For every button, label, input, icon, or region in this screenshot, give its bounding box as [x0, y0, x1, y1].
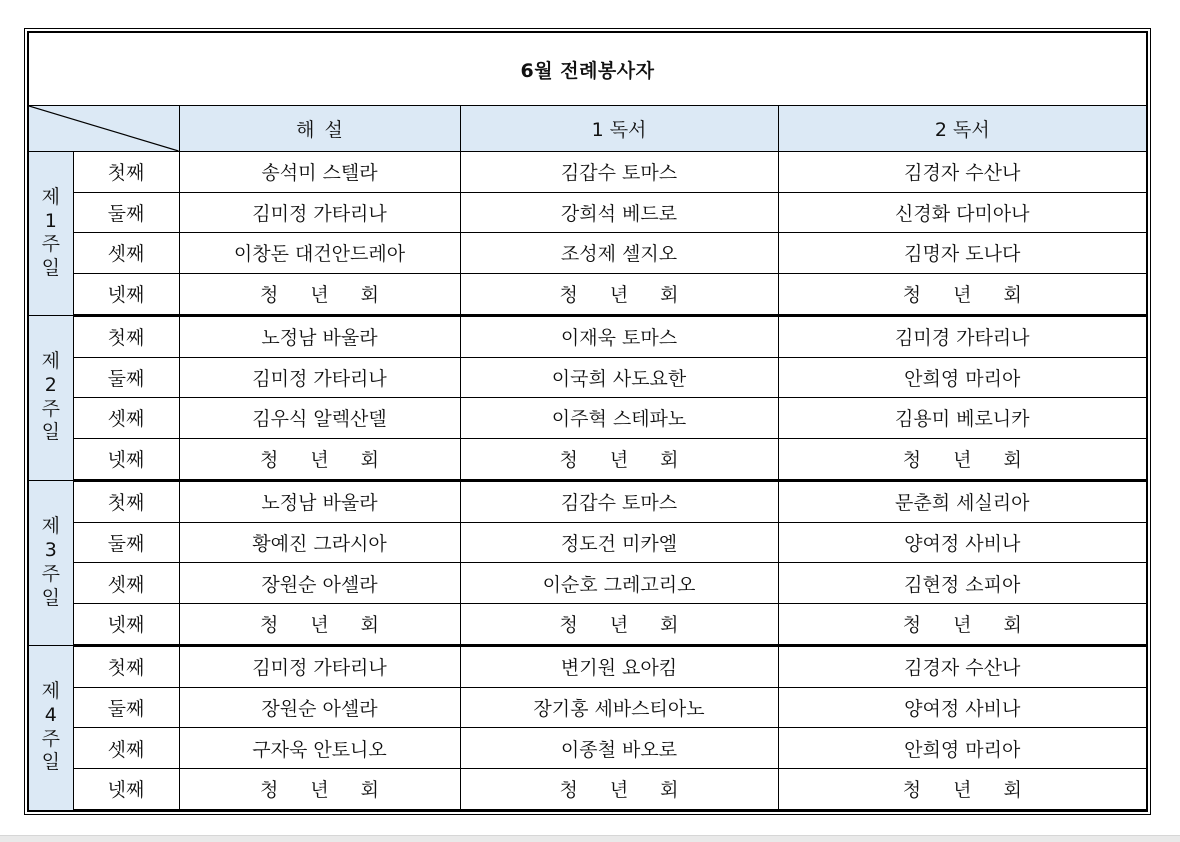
day-label: 넷째 — [73, 768, 179, 810]
title-row — [28, 32, 1147, 106]
table-row — [28, 315, 1147, 357]
cell-reading1: 정도건 미카엘 — [460, 522, 778, 563]
day-label: 첫째 — [73, 480, 179, 522]
cell-reading1: 조성제 셀지오 — [460, 233, 778, 274]
cell-commentary: 장원순 아셀라 — [179, 687, 460, 728]
cell-reading2: 김명자 도나다 — [778, 233, 1147, 274]
week-label-char: 제 — [41, 680, 60, 703]
schedule-table — [27, 31, 1148, 812]
day-label: 셋째 — [73, 233, 179, 274]
cell-commentary: 이창돈 대건안드레아 — [179, 233, 460, 274]
corner-diagonal-cell — [28, 106, 179, 152]
page-bottom-edge — [0, 835, 1180, 842]
cell-reading1: 이재욱 토마스 — [460, 315, 778, 357]
cell-reading2: 신경화 다미아나 — [778, 192, 1147, 233]
table-row — [28, 192, 1147, 233]
cell-reading1: 김갑수 토마스 — [460, 480, 778, 522]
day-label: 둘째 — [73, 522, 179, 563]
table-row — [28, 687, 1147, 728]
week-label-char: 주 — [41, 562, 60, 585]
day-label: 넷째 — [73, 603, 179, 645]
day-label: 넷째 — [73, 438, 179, 480]
table-row — [28, 645, 1147, 687]
week-label-char: 제 — [41, 350, 60, 373]
header-commentary: 해 설 — [179, 106, 460, 152]
cell-reading1: 이종철 바오로 — [460, 728, 778, 769]
header-reading2: 2 독서 — [778, 106, 1147, 152]
cell-commentary: 황예진 그라시아 — [179, 522, 460, 563]
table-row — [28, 563, 1147, 604]
cell-reading2: 문춘희 세실리아 — [778, 480, 1147, 522]
cell-commentary: 청 년 회 — [179, 273, 460, 315]
cell-reading2: 양여정 사비나 — [778, 522, 1147, 563]
week-label-char: 4 — [44, 703, 57, 726]
week-label — [28, 315, 73, 480]
day-label: 첫째 — [73, 645, 179, 687]
cell-reading2: 김용미 베로니카 — [778, 398, 1147, 439]
cell-commentary: 송석미 스텔라 — [179, 152, 460, 193]
week-label — [28, 152, 73, 316]
page-title: 6월 전례봉사자 — [28, 32, 1147, 106]
cell-reading2: 안희영 마리아 — [778, 357, 1147, 398]
table-row — [28, 728, 1147, 769]
cell-reading1: 이주혁 스테파노 — [460, 398, 778, 439]
week-label-char: 일 — [41, 586, 60, 609]
table-row — [28, 603, 1147, 645]
cell-reading2: 김경자 수산나 — [778, 645, 1147, 687]
cell-reading2: 양여정 사비나 — [778, 687, 1147, 728]
week-label-char: 주 — [41, 727, 60, 750]
table-row — [28, 768, 1147, 810]
cell-reading2: 청 년 회 — [778, 768, 1147, 810]
day-label: 셋째 — [73, 563, 179, 604]
cell-reading2: 안희영 마리아 — [778, 728, 1147, 769]
cell-commentary: 노정남 바울라 — [179, 315, 460, 357]
week-label-char: 주 — [41, 233, 60, 256]
cell-reading1: 이순호 그레고리오 — [460, 563, 778, 604]
week-label-char: 일 — [41, 257, 60, 280]
week-label-char: 제 — [41, 515, 60, 538]
table-row — [28, 273, 1147, 315]
cell-reading1: 청 년 회 — [460, 273, 778, 315]
cell-reading2: 청 년 회 — [778, 273, 1147, 315]
table-row — [28, 522, 1147, 563]
week-label-char: 일 — [41, 751, 60, 774]
cell-reading1: 김갑수 토마스 — [460, 152, 778, 193]
cell-commentary: 노정남 바울라 — [179, 480, 460, 522]
day-label: 셋째 — [73, 398, 179, 439]
week-label-char: 제 — [41, 185, 60, 208]
cell-reading1: 변기원 요아킴 — [460, 645, 778, 687]
week-label — [28, 645, 73, 810]
day-label: 셋째 — [73, 728, 179, 769]
table-frame — [24, 28, 1151, 815]
cell-reading1: 청 년 회 — [460, 768, 778, 810]
day-label: 둘째 — [73, 357, 179, 398]
cell-reading2: 청 년 회 — [778, 603, 1147, 645]
header-row — [28, 106, 1147, 152]
day-label: 첫째 — [73, 315, 179, 357]
table-row — [28, 438, 1147, 480]
cell-reading1: 강희석 베드로 — [460, 192, 778, 233]
table-row — [28, 152, 1147, 193]
cell-commentary: 김미정 가타리나 — [179, 357, 460, 398]
day-label: 넷째 — [73, 273, 179, 315]
cell-reading2: 김경자 수산나 — [778, 152, 1147, 193]
cell-reading2: 김현정 소피아 — [778, 563, 1147, 604]
table-row — [28, 480, 1147, 522]
week-label-char: 2 — [44, 373, 57, 396]
header-reading1: 1 독서 — [460, 106, 778, 152]
day-label: 둘째 — [73, 192, 179, 233]
cell-commentary: 김미정 가타리나 — [179, 192, 460, 233]
week-label-char: 3 — [44, 539, 57, 562]
cell-reading1: 장기홍 세바스티아노 — [460, 687, 778, 728]
cell-commentary: 장원순 아셀라 — [179, 563, 460, 604]
diagonal-line-icon — [29, 106, 179, 151]
table-row — [28, 233, 1147, 274]
week-label — [28, 480, 73, 645]
day-label: 첫째 — [73, 152, 179, 193]
cell-commentary: 청 년 회 — [179, 768, 460, 810]
table-row — [28, 398, 1147, 439]
week-label-char: 일 — [41, 421, 60, 444]
cell-commentary: 김미정 가타리나 — [179, 645, 460, 687]
cell-reading1: 청 년 회 — [460, 603, 778, 645]
week-label-char: 1 — [44, 209, 57, 232]
cell-commentary: 청 년 회 — [179, 603, 460, 645]
cell-reading1: 청 년 회 — [460, 438, 778, 480]
cell-reading2: 청 년 회 — [778, 438, 1147, 480]
day-label: 둘째 — [73, 687, 179, 728]
cell-commentary: 구자욱 안토니오 — [179, 728, 460, 769]
table-row — [28, 357, 1147, 398]
cell-reading1: 이국희 사도요한 — [460, 357, 778, 398]
cell-reading2: 김미경 가타리나 — [778, 315, 1147, 357]
cell-commentary: 청 년 회 — [179, 438, 460, 480]
cell-commentary: 김우식 알렉산델 — [179, 398, 460, 439]
week-label-char: 주 — [41, 397, 60, 420]
